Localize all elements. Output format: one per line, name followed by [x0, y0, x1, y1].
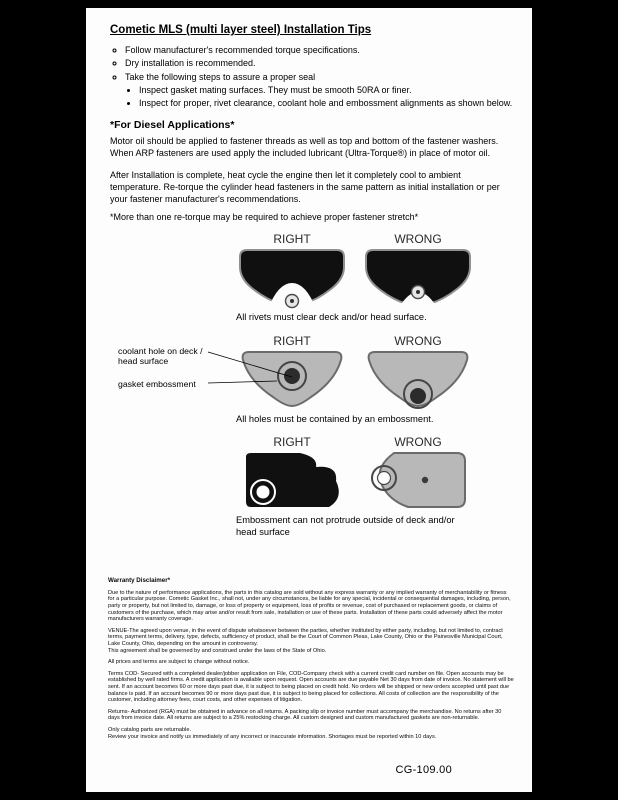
right-label: RIGHT — [273, 435, 311, 450]
warranty-section — [108, 577, 514, 741]
annotation-coolant-hole: coolant hole on deck / head surface — [118, 345, 203, 367]
intro-bullet-list — [108, 45, 514, 82]
warranty-returns-paragraph: Returns- Authorized (RGA) must be obtained in advance on all returns. A packing slip or invoice number must accompany the merchandise. No returns after 30 days from invoice date. All returns are subject to a 25% restocking charge. All custom designed and custom manufactured gaskets are non-returnable. — [108, 708, 502, 722]
sub-bullet-item: • Inspect for proper, rivet clearance, coolant hole and embossment alignments as shown below. — [139, 98, 514, 109]
wrong-label: WRONG — [394, 232, 442, 247]
bullet-item: ◦ Take the following steps to assure a proper seal — [125, 72, 514, 83]
right-label: RIGHT — [273, 333, 311, 348]
warranty-returnable-paragraph: Only catalog parts are returnable. — [108, 726, 192, 733]
retorque-note: *More than one re-torque may be required to achieve proper fastener stretch* — [110, 212, 419, 223]
bullet-item: ◦ Dry installation is recommended. — [125, 58, 514, 69]
annotation-gasket-embossment: gasket embossment — [118, 378, 196, 389]
diesel-paragraph-2: After Installation is complete, heat cycle the engine then let it completely cool to ambient temperature. Re-torque the cylinder head fasteners in the same pattern as initial installation or per your fastener manufacturer's recommendations. — [110, 170, 500, 204]
sub-bullet-item: • Inspect gasket mating surfaces. They must be smooth 50RA or finer. — [139, 85, 514, 96]
warranty-review-paragraph: Review your invoice and notify us immediately of any incorrect or inaccurate information. Shortages must be reported within 10 days. — [108, 733, 437, 740]
diagram-row-rivets — [236, 232, 474, 324]
diagram-caption-rivets: All rivets must clear deck and/or head surface. — [236, 312, 427, 323]
diagram-section — [118, 232, 474, 538]
diagram-labels — [236, 334, 474, 348]
diagram-row-protrusion — [236, 435, 474, 538]
rivet-right-illustration — [236, 247, 348, 309]
diagram-images — [236, 247, 474, 309]
diagram-row-holes — [118, 333, 474, 426]
diesel-applications-heading: *For Diesel Applications* — [110, 118, 235, 131]
diagram-images — [236, 450, 474, 512]
warranty-terms-paragraph: Terms COD- Secured with a completed dealer/jobber application on File, COD-Company check with a current credit card number on file. Open accounts may be established by well rated firms. A credit application is available upon request. Open accounts are due payable Net 30 days from date of invoice. No statement will be sent. If an account becomes 60 or more days past due, it is subject to being placed on credit hold. No orders will be shipped or new orders accepted until past due balance is paid. If an account becomes 90 or more days past due, it is subject to being placed for collections. All costs of collection are the responsibility of the customer, including attorney fees, court costs, and other expenses of litigation. — [108, 670, 514, 704]
warranty-prices-paragraph: All prices and terms are subject to change without notice. — [108, 659, 250, 666]
intro-sub-bullet-list — [108, 85, 514, 109]
diagram-caption-holes: All holes must be contained by an embossment. — [236, 413, 434, 424]
warranty-venue-paragraph: VENUE-The agreed upon venue, in the event of dispute whatsoever between the parties, whether instituted by either party, including, but not limited to, contract terms, payment terms, delivery, type, defects, sufficiency of product, shall be the Court of Common Pleas, Lake County, Ohio or the Painesville Municipal Court, Lake County, Ohio, depending on the amount in controversy. — [108, 627, 503, 648]
annotation-pointer-lines — [206, 348, 298, 392]
protrusion-right-illustration — [236, 450, 348, 512]
bullet-item: ◦ Follow manufacturer's recommended torque specifications. — [125, 45, 514, 56]
document-page — [86, 8, 532, 792]
diagram-labels — [236, 232, 474, 246]
diagram-labels — [236, 435, 474, 449]
wrong-label: WRONG — [394, 333, 442, 348]
warranty-venue-law-paragraph: This agreement shall be governed by and construed under the laws of the State of Ohio. — [108, 647, 327, 654]
diesel-paragraph-1: Motor oil should be applied to fastener threads as well as top and bottom of the fastener washers. When ARP fasteners are used apply the included lubricant (Ultra-Torque®) in place of motor oil. — [110, 135, 499, 158]
right-label: RIGHT — [273, 232, 311, 247]
document-code: CG-109.00 — [395, 764, 452, 776]
diagram-caption-protrusion: Embossment can not protrude outside of deck and/or head surface — [236, 515, 455, 537]
rivet-wrong-illustration — [362, 247, 474, 309]
warranty-heading: Warranty Disclaimer* — [108, 576, 171, 584]
page-title: Cometic MLS (multi layer steel) Installation Tips — [110, 24, 372, 36]
wrong-label: WRONG — [394, 435, 442, 450]
warranty-liability-paragraph: Due to the nature of performance applications, the parts in this catalog are sold without any express warranty or any implied warranty of merchantability or fitness for a particular purpose. Cometic Gasket Inc., shall not, under any circumstances, be liable for any special, incidental or consequential damages, including, person, party or property, but not limited to, damage, or loss of property or equipment, loss of profits or revenue, cost of purchased or replacement goods, or claims of customers of the purchase, which may arise and/or result from sale, installation or use of these parts. Installation of these parts could adversely affect the motor manufacturers warranty coverage. — [108, 589, 511, 623]
protrusion-wrong-illustration — [362, 450, 474, 512]
embossment-wrong-illustration — [362, 349, 474, 411]
